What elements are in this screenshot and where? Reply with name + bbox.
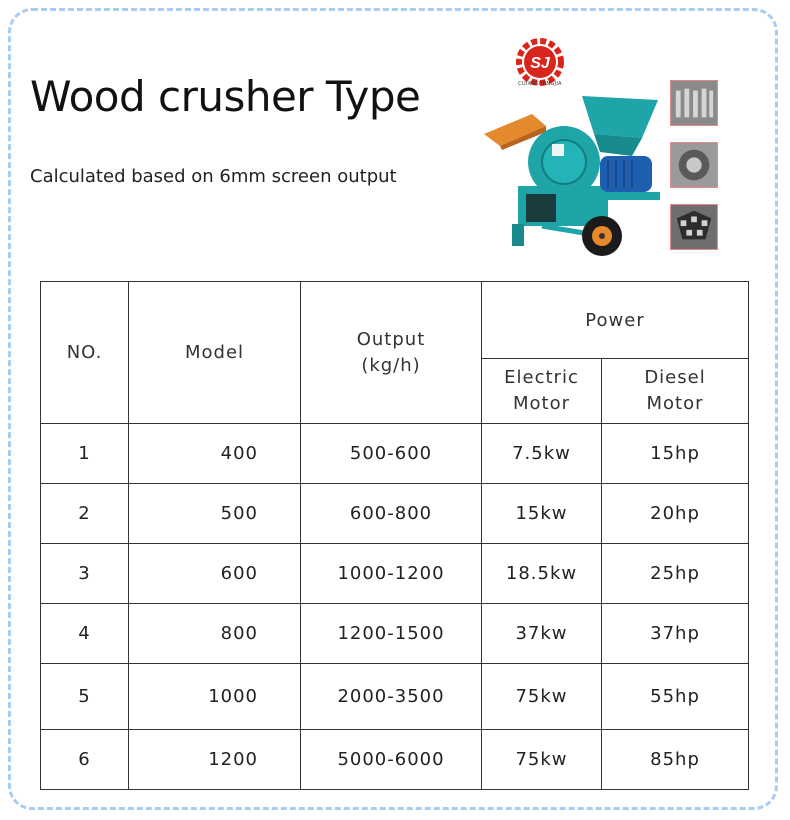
cell-no: 2	[41, 484, 129, 544]
header-power: Power	[482, 282, 749, 359]
cell-model: 400	[129, 424, 301, 484]
blade-thumbnail	[670, 80, 718, 126]
hammer-thumbnail	[670, 204, 718, 250]
cell-no: 4	[41, 604, 129, 664]
cell-electric: 18.5kw	[482, 544, 602, 604]
cell-output: 5000-6000	[301, 730, 482, 790]
cell-model: 800	[129, 604, 301, 664]
cell-diesel: 37hp	[602, 604, 749, 664]
cell-model: 1200	[129, 730, 301, 790]
cell-output: 600-800	[301, 484, 482, 544]
cell-model: 600	[129, 544, 301, 604]
cell-electric: 7.5kw	[482, 424, 602, 484]
spec-table	[40, 281, 749, 790]
cell-electric: 15kw	[482, 484, 602, 544]
cell-no: 5	[41, 664, 129, 730]
header-no: NO.	[41, 282, 129, 424]
cell-diesel: 15hp	[602, 424, 749, 484]
cell-diesel: 85hp	[602, 730, 749, 790]
cell-diesel: 55hp	[602, 664, 749, 730]
header-model: Model	[129, 282, 301, 424]
cell-output: 500-600	[301, 424, 482, 484]
table-row	[41, 544, 749, 604]
cell-electric: 37kw	[482, 604, 602, 664]
table-row	[41, 664, 749, 730]
page-subtitle: Calculated based on 6mm screen output	[30, 166, 397, 187]
logo-caption: CUIXUSHENGJIA	[518, 81, 562, 87]
cell-no: 6	[41, 730, 129, 790]
cell-model: 500	[129, 484, 301, 544]
logo-mark: SJ	[530, 55, 550, 72]
cell-electric: 75kw	[482, 664, 602, 730]
table-row	[41, 604, 749, 664]
cell-diesel: 20hp	[602, 484, 749, 544]
table-row	[41, 730, 749, 790]
cell-diesel: 25hp	[602, 544, 749, 604]
wood-crusher-machine-image	[482, 86, 670, 262]
header-output: Output (kg/h)	[301, 282, 482, 424]
cell-no: 1	[41, 424, 129, 484]
rotor-thumbnail	[670, 142, 718, 188]
table-row	[41, 424, 749, 484]
table-row	[41, 484, 749, 544]
cell-output: 2000-3500	[301, 664, 482, 730]
header-electric-motor: Electric Motor	[482, 359, 602, 424]
cell-no: 3	[41, 544, 129, 604]
cell-output: 1000-1200	[301, 544, 482, 604]
cell-electric: 75kw	[482, 730, 602, 790]
page-title: Wood crusher Type	[30, 72, 421, 121]
header-diesel-motor: Diesel Motor	[602, 359, 749, 424]
cell-output: 1200-1500	[301, 604, 482, 664]
cell-model: 1000	[129, 664, 301, 730]
